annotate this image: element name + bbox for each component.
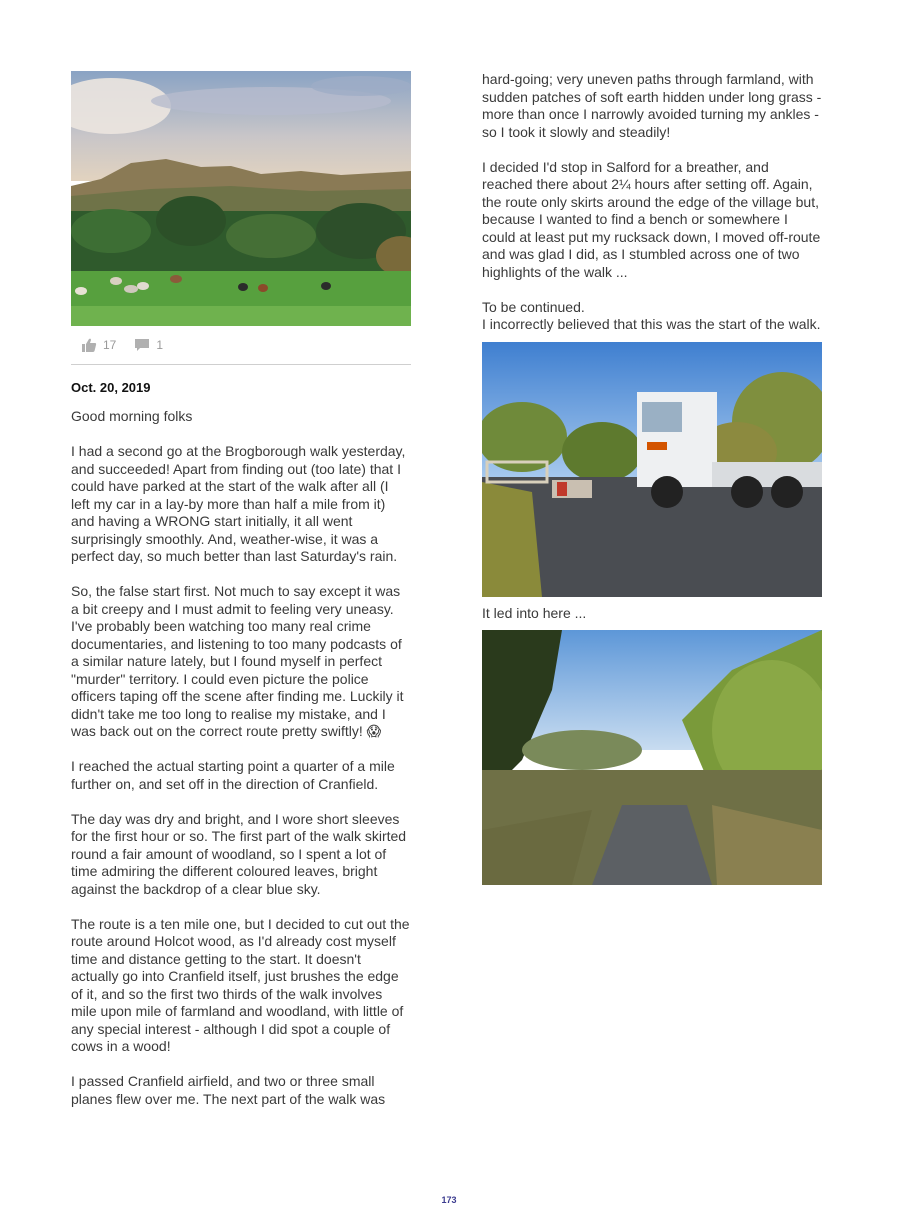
incorrect-start-note: I incorrectly believed that this was the start of the walk. xyxy=(482,316,821,332)
paragraph: So, the false start first. Not much to say except it was a bit creepy and I must admit to feeling very uneasy. I've probably been watching too many real crime documentaries, and listening to too many podcasts of a similar nature lately, but I found myself in perfect "murder" territory. I could even picture the police officers taping off the scene after finding me. Luckily it didn't take me too long to realise my mistake, and I was back out on the correct route pretty swiftly! 😱 xyxy=(71,583,404,739)
right-column xyxy=(482,71,822,885)
paragraph: I decided I'd stop in Salford for a breather, and reached there about 2¼ hours after setting off. Again, the route only skirts around the edge of the village but, because I wanted to find a bench or somewhere I could at least put my rucksack down, I moved off-route and was glad I did, as I stumbled across one of two highlights of the walk ... xyxy=(482,158,821,280)
page-number: 173 xyxy=(441,1195,457,1205)
photo-countryside-cows[interactable] xyxy=(71,71,411,326)
left-column xyxy=(71,71,411,1108)
thumbs-up-icon xyxy=(81,337,97,353)
photo-overgrown-path[interactable] xyxy=(482,630,822,885)
paragraph: I reached the actual starting point a quarter of a mile further on, and set off in the direction of Cranfield. xyxy=(71,758,395,792)
landscape-image xyxy=(71,71,411,326)
photo-lorry-road[interactable] xyxy=(482,342,822,597)
reactions-bar xyxy=(71,326,411,365)
continued-note: To be continued. xyxy=(482,298,585,315)
paragraph: The route is a ten mile one, but I decided to cut out the route around Holcot wood, as I'd already cost myself time and distance getting to the start. It doesn't actually go into Cranfield itself, just brushes the edge of it, and so the first two thirds of the walk involves mile upon mile of farmland and woodland, with little of any special interest - although I did spot a couple of cows in a wood! xyxy=(71,915,410,1054)
paragraph: The day was dry and bright, and I wore short sleeves for the first hour or so. The first part of the walk skirted round a fair amount of woodland, so I spent a lot of time admiring the different coloured leaves, bright against the backdrop of a clear blue sky. xyxy=(71,810,407,897)
paragraph: I had a second go at the Brogborough walk yesterday, and succeeded! Apart from finding out (too late) that I could have parked at the start of the walk after all (I left my car in a lay-by more than half a mile from it) and having a WRONG start initially, it all went surprisingly smoothly. And, weather-wise, it was a perfect day, so much better than last Saturday's rain. xyxy=(71,443,406,564)
photo-caption: It led into here ... xyxy=(482,604,587,621)
greeting: Good morning folks xyxy=(71,408,193,424)
comment-icon xyxy=(134,337,150,353)
post-date: Oct. 20, 2019 xyxy=(71,380,151,395)
like-button[interactable] xyxy=(81,337,116,353)
paragraph: hard-going; very uneven paths through farmland, with sudden patches of soft earth hidden under long grass - more than once I narrowly avoided turning my ankles - so I took it slowly and steadily! xyxy=(482,71,822,140)
like-count: 17 xyxy=(103,338,117,352)
paragraph: I passed Cranfield airfield, and two or three small planes flew over me. The next part of the walk was xyxy=(71,1073,386,1107)
comment-count: 1 xyxy=(156,338,164,352)
comment-button[interactable] xyxy=(134,337,163,353)
path-image xyxy=(482,630,822,885)
lorry-image xyxy=(482,342,822,597)
